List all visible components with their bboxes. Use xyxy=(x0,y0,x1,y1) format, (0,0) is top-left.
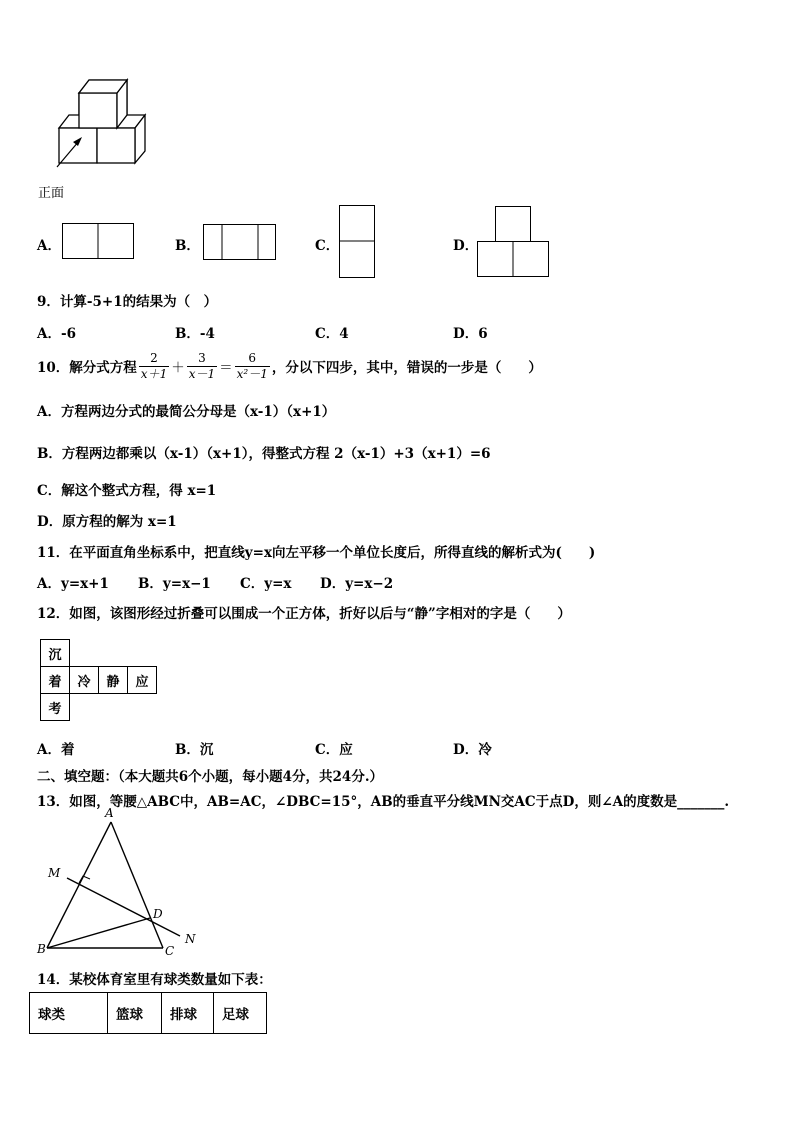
q8-option-a-letter: A． xyxy=(37,238,61,254)
q10-frac2-numerator: 3 xyxy=(187,351,217,367)
q10-stem-suffix: ，分以下四步，其中，错误的一步是（ ） xyxy=(271,360,542,376)
q12-option-c: C．应 xyxy=(315,742,353,758)
q8-option-b-figure xyxy=(203,224,277,266)
q10-option-b: B．方程两边都乘以（x-1）（x+1），得整式方程 2（x-1）+3（x+1）=6 xyxy=(37,446,491,462)
q10-fraction-3 xyxy=(235,351,270,382)
cube-net xyxy=(40,639,157,721)
q10-frac1-denominator: x＋1 xyxy=(140,366,168,381)
q10-option-d: D．原方程的解为 x=1 xyxy=(37,514,177,530)
q11-option-d: D．y=x−2 xyxy=(320,576,394,592)
q10-plus: ＋ xyxy=(171,360,185,376)
ball-table-header-football: 足球 xyxy=(214,993,267,1034)
q8-option-c-figure xyxy=(339,205,376,283)
label-m: M xyxy=(48,866,61,880)
q12-option-b: B．沉 xyxy=(175,742,214,758)
label-c: C xyxy=(165,944,175,958)
q8-option-b-letter: B． xyxy=(175,238,200,254)
q10-frac2-denominator: x－1 xyxy=(188,366,216,381)
q10-frac3-denominator: x²－1 xyxy=(236,366,268,381)
q13-stem: 13．如图，等腰△ABC中，AB=AC，∠DBC=15°，AB的垂直平分线MN交AC于点D，则∠A的度数是_______. xyxy=(37,794,730,810)
triangle-figure xyxy=(30,806,210,962)
q10-fraction-1 xyxy=(139,351,169,382)
net-cell-2: 冷 xyxy=(70,667,99,694)
label-d: D xyxy=(153,907,163,921)
q9-option-c: C．4 xyxy=(315,326,349,342)
net-cell-3: 静 xyxy=(99,667,128,694)
q11-stem: 11．在平面直角坐标系中，把直线y=x向左平移一个单位长度后，所得直线的解析式为( ) xyxy=(37,545,596,561)
q10-stem-prefix: 10．解分式方程 xyxy=(37,360,137,376)
label-b: B xyxy=(37,942,46,956)
q11-option-c: C．y=x xyxy=(240,576,292,592)
net-cell-top: 沉 xyxy=(41,640,70,667)
q9-option-b: B．-4 xyxy=(175,326,215,342)
q12-option-d: D．冷 xyxy=(453,742,492,758)
q8-option-a-figure xyxy=(62,223,135,265)
q11-option-a: A．y=x+1 xyxy=(37,576,109,592)
q10-equals: ＝ xyxy=(219,360,233,376)
ball-table-header-type: 球类 xyxy=(30,993,108,1034)
ball-table-header-basketball: 篮球 xyxy=(108,993,162,1034)
q11-option-b: B．y=x−1 xyxy=(138,576,211,592)
net-cell-4: 应 xyxy=(128,667,157,694)
net-cell-1: 着 xyxy=(41,667,70,694)
label-a: A xyxy=(105,806,114,820)
q9-stem: 9．计算-5+1的结果为（ ） xyxy=(37,294,218,310)
q10-fraction-2 xyxy=(187,351,217,382)
q9-option-a: A．-6 xyxy=(37,326,76,342)
q8-option-c-letter: C． xyxy=(315,238,340,254)
ball-table xyxy=(29,992,267,1034)
section-heading: 二、填空题：（本大题共6个小题，每小题4分，共24分.） xyxy=(37,769,384,785)
front-label: 正面 xyxy=(38,186,65,201)
q12-option-a: A．着 xyxy=(37,742,75,758)
label-n: N xyxy=(185,932,196,946)
net-cell-bottom: 考 xyxy=(41,694,70,721)
q10-stem xyxy=(37,345,542,387)
q9-option-d: D．6 xyxy=(453,326,488,342)
q10-frac3-numerator: 6 xyxy=(235,351,270,367)
q14-stem: 14．某校体育室里有球类数量如下表： xyxy=(37,972,272,988)
q12-stem: 12．如图，该图形经过折叠可以围成一个正方体，折好以后与“静”字相对的字是（ ） xyxy=(37,606,571,622)
q10-option-a: A．方程两边分式的最简公分母是（x-1）（x+1） xyxy=(37,404,336,420)
q8-option-d-letter: D． xyxy=(453,238,479,254)
ball-table-header-volleyball: 排球 xyxy=(162,993,214,1034)
q8-option-d-figure xyxy=(477,206,550,283)
q10-frac1-numerator: 2 xyxy=(139,351,169,367)
q10-option-c: C．解这个整式方程，得 x=1 xyxy=(37,483,217,499)
cube-figure xyxy=(55,75,155,170)
